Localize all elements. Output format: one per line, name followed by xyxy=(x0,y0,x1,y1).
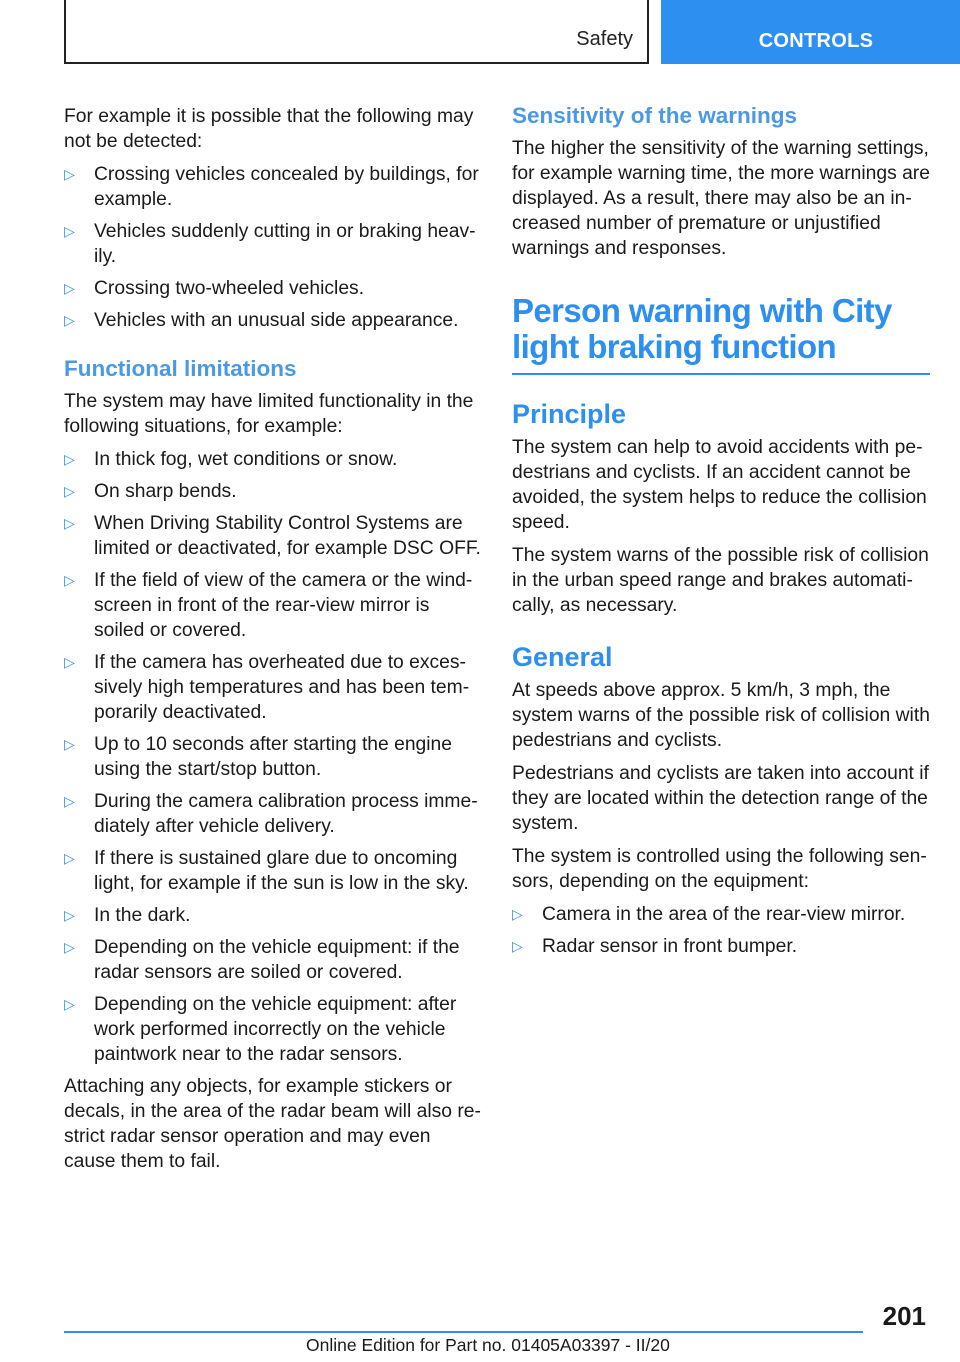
triangle-bullet-icon: ▷ xyxy=(64,907,75,923)
right-column xyxy=(512,102,930,966)
triangle-bullet-icon: ▷ xyxy=(64,483,75,499)
general-heading: General xyxy=(512,642,613,672)
list-item: ▷ Camera in the area of the rear-view mirror. xyxy=(512,904,906,925)
triangle-bullet-icon: ▷ xyxy=(64,312,75,328)
left-column xyxy=(64,104,482,1182)
triangle-bullet-icon: ▷ xyxy=(64,280,75,296)
list-item: ▷ Crossing two-wheeled vehicles. xyxy=(64,278,365,299)
principle-heading: Principle xyxy=(512,399,627,429)
triangle-bullet-icon: ▷ xyxy=(64,793,75,809)
header-chapter-tab[interactable] xyxy=(661,0,960,64)
functional-limitations-heading: Functional limitations xyxy=(64,356,297,381)
list-item: ▷ Up to 10 seconds after starting the engine using the start/stop button. xyxy=(64,734,453,780)
sensitivity-paragraph: The higher the sensitivity of the warning settings, for example warning time, the more warnings are displayed. As a result, there may also be an increased number of premature or unjustified warnings and responses. xyxy=(512,138,930,259)
list-item: ▷ When Driving Stability Control Systems are limited or deactivated, for example DSC OFF. xyxy=(64,513,481,559)
sensitivity-heading: Sensitivity of the warnings xyxy=(512,103,798,128)
triangle-bullet-icon: ▷ xyxy=(512,938,523,954)
list-item: ▷ Depending on the vehicle equipment: after work performed incorrectly on the vehicle paintwork near to the radar sensors. xyxy=(64,994,457,1065)
triangle-bullet-icon: ▷ xyxy=(64,850,75,866)
triangle-bullet-icon: ▷ xyxy=(64,572,75,588)
limitations-intro: The system may have limited functionality in the following situations, for example: xyxy=(64,391,474,437)
attaching-objects-paragraph: Attaching any objects, for example stickers or decals, in the area of the radar beam will also restrict radar sensor operation and may even cause them to fail. xyxy=(64,1076,481,1172)
triangle-bullet-icon: ▷ xyxy=(64,939,75,955)
principle-paragraph-1: The system can help to avoid accidents with pedestrians and cyclists. If an accident cannot be avoided, the system helps to reduce the collision speed. xyxy=(512,437,927,533)
sensors-list xyxy=(512,902,930,959)
person-warning-heading: Person warning with City light braking function xyxy=(512,293,930,375)
triangle-bullet-icon: ▷ xyxy=(64,515,75,531)
list-item: ▷ Depending on the vehicle equipment: if the radar sensors are soiled or covered. xyxy=(64,937,460,983)
triangle-bullet-icon: ▷ xyxy=(64,223,75,239)
triangle-bullet-icon: ▷ xyxy=(64,654,75,670)
general-paragraph-1: At speeds above approx. 5 km/h, 3 mph, the system warns of the possible risk of collision with pedestrians and cyclists. xyxy=(512,680,930,751)
list-item: ▷ During the camera calibration process immediately after vehicle delivery. xyxy=(64,791,478,837)
header-section-title: Safety xyxy=(576,28,633,50)
list-item: ▷ In the dark. xyxy=(64,905,191,926)
list-item: ▷ If there is sustained glare due to oncoming light, for example if the sun is low in the sky. xyxy=(64,848,469,894)
triangle-bullet-icon: ▷ xyxy=(64,451,75,467)
header-section-box xyxy=(64,0,649,64)
footer-divider xyxy=(64,1331,863,1333)
triangle-bullet-icon: ▷ xyxy=(64,996,75,1012)
page-number: 201 xyxy=(882,1301,926,1331)
general-paragraph-2: Pedestrians and cyclists are taken into account if they are located within the detection range of the system. xyxy=(512,763,929,834)
list-item: ▷ In thick fog, wet conditions or snow. xyxy=(64,449,398,470)
list-item: ▷ On sharp bends. xyxy=(64,481,237,502)
intro-paragraph: For example it is possible that the following may not be detected: xyxy=(64,106,474,152)
list-item: ▷ Vehicles with an unusual side appearance. xyxy=(64,310,459,331)
triangle-bullet-icon: ▷ xyxy=(64,166,75,182)
list-item: ▷ Crossing vehicles concealed by buildings, for example. xyxy=(64,164,479,210)
list-item: ▷ Vehicles suddenly cutting in or braking heavily. xyxy=(64,221,476,267)
triangle-bullet-icon: ▷ xyxy=(64,736,75,752)
list-item: ▷ Radar sensor in front bumper. xyxy=(512,936,798,957)
list-item: ▷ If the camera has overheated due to excessively high temperatures and has been temporarily deactivated. xyxy=(64,652,470,723)
limitations-list xyxy=(64,447,482,1067)
undetected-list xyxy=(64,162,482,333)
principle-paragraph-2: The system warns of the possible risk of collision in the urban speed range and brakes automatically, as necessary. xyxy=(512,545,929,616)
footer-edition-text: Online Edition for Part no. 01405A03397 - II/20 xyxy=(306,1335,670,1355)
list-item: ▷ If the field of view of the camera or the windscreen in front of the rear-view mirror is soiled or covered. xyxy=(64,570,473,641)
header-chapter-title: CONTROLS xyxy=(758,30,874,52)
general-paragraph-3: The system is controlled using the following sensors, depending on the equipment: xyxy=(512,846,927,892)
triangle-bullet-icon: ▷ xyxy=(512,906,523,922)
